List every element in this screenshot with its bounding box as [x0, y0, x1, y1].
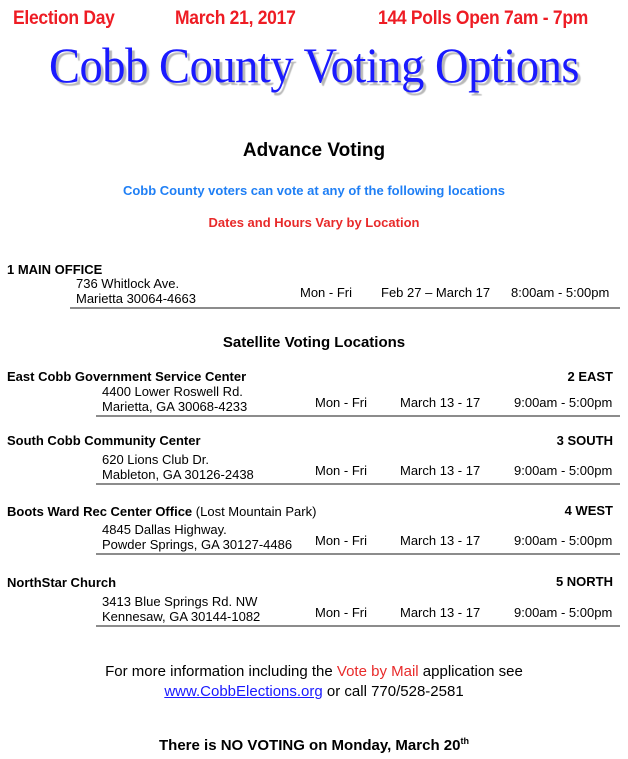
address-line-2: Kennesaw, GA 30144-1082 [102, 609, 261, 624]
location-row [96, 384, 620, 417]
location-row [96, 452, 620, 485]
website-link[interactable]: www.CobbElections.org [164, 683, 323, 700]
address-line-1: 4400 Lower Roswell Rd. [102, 384, 243, 399]
main-office-days: Mon - Fri [300, 285, 352, 300]
location-hours: 9:00am - 5:00pm [514, 533, 613, 548]
polls-info: 144 Polls Open 7am - 7pm [378, 8, 589, 29]
main-office-row [70, 276, 620, 309]
address-line-1: 736 Whitlock Ave. [76, 276, 180, 291]
address-line-2: Marietta 30064-4663 [76, 291, 196, 306]
location-zone: 2 EAST [567, 369, 613, 384]
location-row [96, 594, 620, 627]
address-line-2: Powder Springs, GA 30127-4486 [102, 537, 293, 552]
address-line-1: 620 Lions Club Dr. [102, 452, 209, 467]
location-dates: March 13 - 17 [400, 395, 481, 410]
page-title: Cobb County Voting Options [48, 37, 580, 93]
address-line-2: Marietta, GA 30068-4233 [102, 399, 248, 414]
location-row [96, 522, 620, 555]
no-voting-notice: There is NO VOTING on Monday, March 20th [159, 736, 469, 754]
contact-line [0, 683, 628, 700]
main-office-hours: 8:00am - 5:00pm [511, 285, 610, 300]
address-line-1: 3413 Blue Springs Rd. NW [102, 594, 258, 609]
advance-voting-heading: Advance Voting [242, 140, 386, 161]
satellite-heading: Satellite Voting Locations [222, 334, 406, 351]
location-dates: March 13 - 17 [400, 463, 481, 478]
main-office-address [76, 276, 196, 306]
address-line-2: Mableton, GA 30126-2438 [102, 467, 254, 482]
location-address [102, 522, 292, 552]
location-days: Mon - Fri [315, 605, 367, 620]
location-days: Mon - Fri [315, 395, 367, 410]
location-address [102, 452, 254, 482]
location-name: South Cobb Community Center [7, 433, 201, 448]
location-zone: 5 NORTH [555, 574, 613, 589]
more-info-text: For more information including the Vote by Mail application see [105, 663, 523, 680]
location-zone: 4 WEST [564, 503, 613, 518]
location-days: Mon - Fri [315, 533, 367, 548]
location-zone: 3 SOUTH [556, 433, 613, 448]
location-hours: 9:00am - 5:00pm [514, 463, 613, 478]
location-dates: March 13 - 17 [400, 533, 481, 548]
location-address [102, 594, 260, 624]
election-day-label: Election Day [13, 8, 115, 29]
address-line-1: 4845 Dallas Highway. [102, 522, 227, 537]
phone-text: or call 770/528-2581 [322, 683, 464, 700]
location-dates: March 13 - 17 [400, 605, 481, 620]
election-date: March 21, 2017 [175, 8, 296, 29]
location-address [102, 384, 247, 414]
location-days: Mon - Fri [315, 463, 367, 478]
location-name: NorthStar Church [7, 575, 117, 590]
location-name: East Cobb Government Service Center [7, 369, 247, 384]
vote-by-mail-highlight: Vote by Mail [336, 663, 419, 680]
location-hours: 9:00am - 5:00pm [514, 395, 613, 410]
election-day-banner [0, 8, 628, 32]
advance-voting-note: Dates and Hours Vary by Location [208, 215, 420, 230]
advance-voting-subtitle: Cobb County voters can vote at any of the following locations [122, 183, 506, 198]
main-office-name: 1 MAIN OFFICE [7, 262, 103, 277]
location-name: Boots Ward Rec Center Office (Lost Mountain Park) [7, 504, 317, 519]
main-office-dates: Feb 27 – March 17 [381, 285, 491, 300]
location-hours: 9:00am - 5:00pm [514, 605, 613, 620]
